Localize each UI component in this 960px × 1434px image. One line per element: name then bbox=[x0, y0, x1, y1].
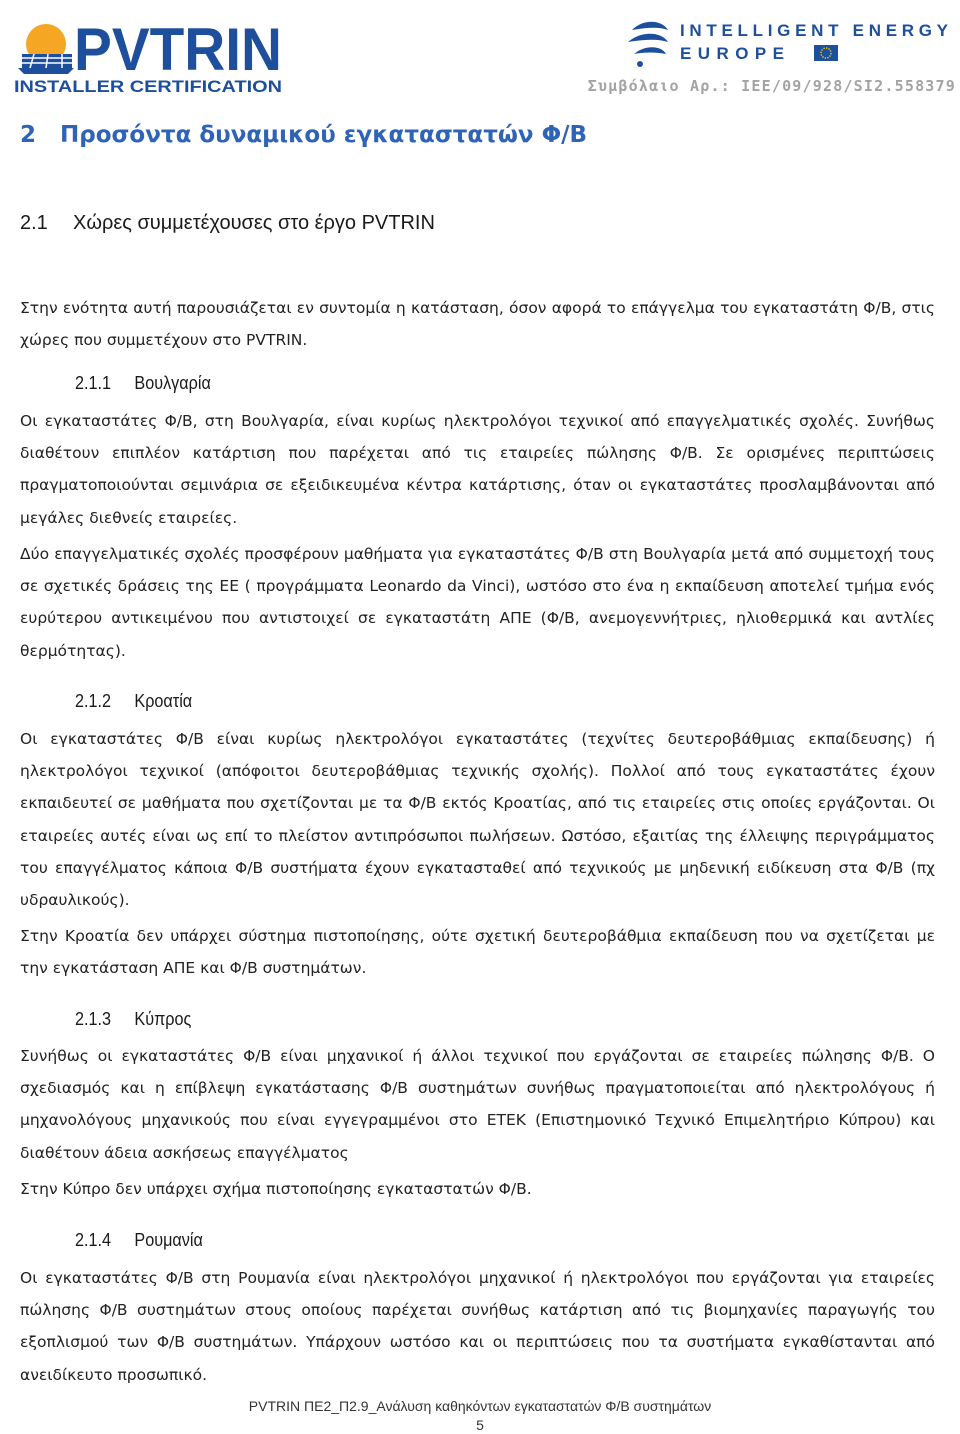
section-heading-bulgaria bbox=[75, 373, 211, 394]
section-title: Βουλγαρία bbox=[134, 373, 211, 393]
intro-paragraph: Στην ενότητα αυτή παρουσιάζεται εν συντομία η κατάσταση, όσον αφορά το επάγγελμα του εγκαταστάτη Φ/Β, στις χώρες που συμμετέχουν στο PVTRIN. bbox=[20, 299, 935, 350]
heading-2-number: 2.1 bbox=[20, 212, 48, 234]
page-header bbox=[0, 0, 960, 100]
logo-main-text: PVTRIN bbox=[74, 16, 282, 83]
heading-2-text: Χώρες συμμετέχουσες στο έργο PVTRIN bbox=[73, 212, 435, 234]
pvtrin-logo bbox=[12, 8, 287, 94]
paragraph-cyprus-1: Συνήθως οι εγκαταστάτες Φ/Β είναι μηχανικοί ή άλλοι τεχνικοί που εργάζονται σε εταιρείες πώλησης Φ/Β. Ο σχεδιασμός και η επίβλεψη εγκατάστασης Φ/Β συστημάτων συνήθως πραγματοποιείται από ηλεκτρολόγους ή μηχανολόγους μηχανικούς που είναι εγγεγραμμένοι στο ΕΤΕΚ (Επιστημονικό Τεχνικό Επιμελητήριο Κύπρου) και διαθέτουν άδεια ασκήσεως επαγγέλματος bbox=[20, 1047, 935, 1162]
heading-1 bbox=[20, 122, 587, 148]
section-number: 2.1.4 bbox=[75, 1230, 112, 1250]
section-title: Ρουμανία bbox=[134, 1230, 203, 1250]
eu-flag-icon bbox=[814, 45, 838, 61]
paragraph-bulgaria-2: Δύο επαγγελματικές σχολές προσφέρουν μαθήματα για εγκαταστάτες Φ/Β στη Βουλγαρία μετά από συμμετοχή τους σε σχετικές δράσεις της ΕΕ ( προγράμματα Leonardo da Vinci), ωστόσο στο ένα η εκπαίδευση αποτελεί τμήμα ενός ευρύτερου αντικειμένου που αντιστοιχεί σε εγκαταστάτη ΑΠΕ (Φ/Β, ανεμογεννήτριες, ηλιοθερμικά και αντλίες θερμότητας). bbox=[20, 545, 935, 660]
footer-page-number: 5 bbox=[476, 1417, 484, 1433]
section-number: 2.1.1 bbox=[75, 373, 112, 393]
section-heading-romania bbox=[75, 1230, 203, 1251]
heading-2 bbox=[20, 212, 435, 235]
iee-line2-text: EUROPE bbox=[680, 44, 784, 63]
contract-number: Συμβόλαιο Αρ.: IEE/09/928/SI2.558379 bbox=[587, 77, 956, 95]
iee-swirl-icon bbox=[628, 22, 668, 67]
section-heading-cyprus bbox=[75, 1009, 191, 1030]
section-number: 2.1.2 bbox=[75, 691, 112, 711]
section-title: Κύπρος bbox=[134, 1009, 192, 1029]
paragraph-croatia-1: Οι εγκαταστάτες Φ/Β είναι κυρίως ηλεκτρολόγοι εγκαταστάτες (τεχνίτες δευτεροβάθμιας εκπαίδευσης) ή ηλεκτρολόγοι τεχνικοί (απόφοιτοι δευτεροβάθμιας τεχνικής σχολής). Πολλοί από τους εγκαταστάτες έχουν εκπαιδευτεί σε μαθήματα που σχετίζονται με τα Φ/Β εκτός Κροατίας, από τις εταιρείες στις οποίες εργάζονται. Οι εταιρείες αυτές είναι ως επί το πλείστον αντιπρόσωποι πωλήσεων. Ωστόσο, εξαιτίας της έλλειψης περιγράμματος του επαγγέλματος κάποια Φ/Β συστήματα έχουν εγκατασταθεί από τεχνικούς με μηδενική ειδίκευση στα Φ/Β (πχ υδραυλικούς). bbox=[20, 730, 935, 910]
iee-line1-text: INTELLIGENT ENERGY bbox=[680, 21, 948, 40]
logo-sub-text: INSTALLER CERTIFICATION bbox=[14, 77, 282, 94]
heading-1-text: Προσόντα δυναμικού εγκαταστατών Φ/Β bbox=[60, 122, 588, 148]
paragraph-croatia-2: Στην Κροατία δεν υπάρχει σύστημα πιστοποίησης, ούτε σχετική δευτεροβάθμια εκπαίδευση που να σχετίζεται με την εγκατάσταση ΑΠΕ και Φ/Β συστημάτων. bbox=[20, 927, 935, 978]
heading-1-number: 2 bbox=[20, 122, 37, 148]
section-title: Κροατία bbox=[134, 691, 193, 711]
paragraph-romania-1: Οι εγκαταστάτες Φ/Β στη Ρουμανία είναι ηλεκτρολόγοι μηχανικοί ή ηλεκτρολόγοι που εργάζονται για εταιρείες πώλησης Φ/Β συστημάτων στους οποίους παρέχεται συνήθως κατάρτιση από τις βιομηχανίες παραγωγής του εξοπλισμού των Φ/Β συστημάτων. Υπάρχουν ωστόσο και οι περιπτώσεις που τα συστήματα εγκαθίστανται από ανειδίκευτο προσωπικό. bbox=[20, 1269, 935, 1384]
section-heading-croatia bbox=[75, 691, 192, 712]
paragraph-cyprus-2: Στην Κύπρο δεν υπάρχει σχήμα πιστοποίησης εγκαταστατών Φ/Β. bbox=[20, 1180, 532, 1198]
paragraph-bulgaria-1: Οι εγκαταστάτες Φ/Β, στη Βουλγαρία, είναι κυρίως ηλεκτρολόγοι τεχνικοί από επαγγελματικές σχολές. Συνήθως διαθέτουν επιπλέον κατάρτιση που παρέχεται από τις εταιρείες πώλησης Φ/Β. Σε ορισμένες περιπτώσεις πραγματοποιούνται σεμινάρια σε εξειδικευμένα κέντρα κατάρτισης, όταν οι εγκαταστάτες προσλαμβάνονται από μεγάλες διεθνείς εταιρείες. bbox=[20, 412, 935, 527]
sun-icon bbox=[18, 24, 74, 74]
section-number: 2.1.3 bbox=[75, 1009, 112, 1029]
iee-logo bbox=[622, 14, 952, 72]
footer-doc-title: PVTRIN ΠΕ2_Π2.9_Ανάλυση καθηκόντων εγκαταστατών Φ/Β συστημάτων bbox=[248, 1398, 712, 1414]
